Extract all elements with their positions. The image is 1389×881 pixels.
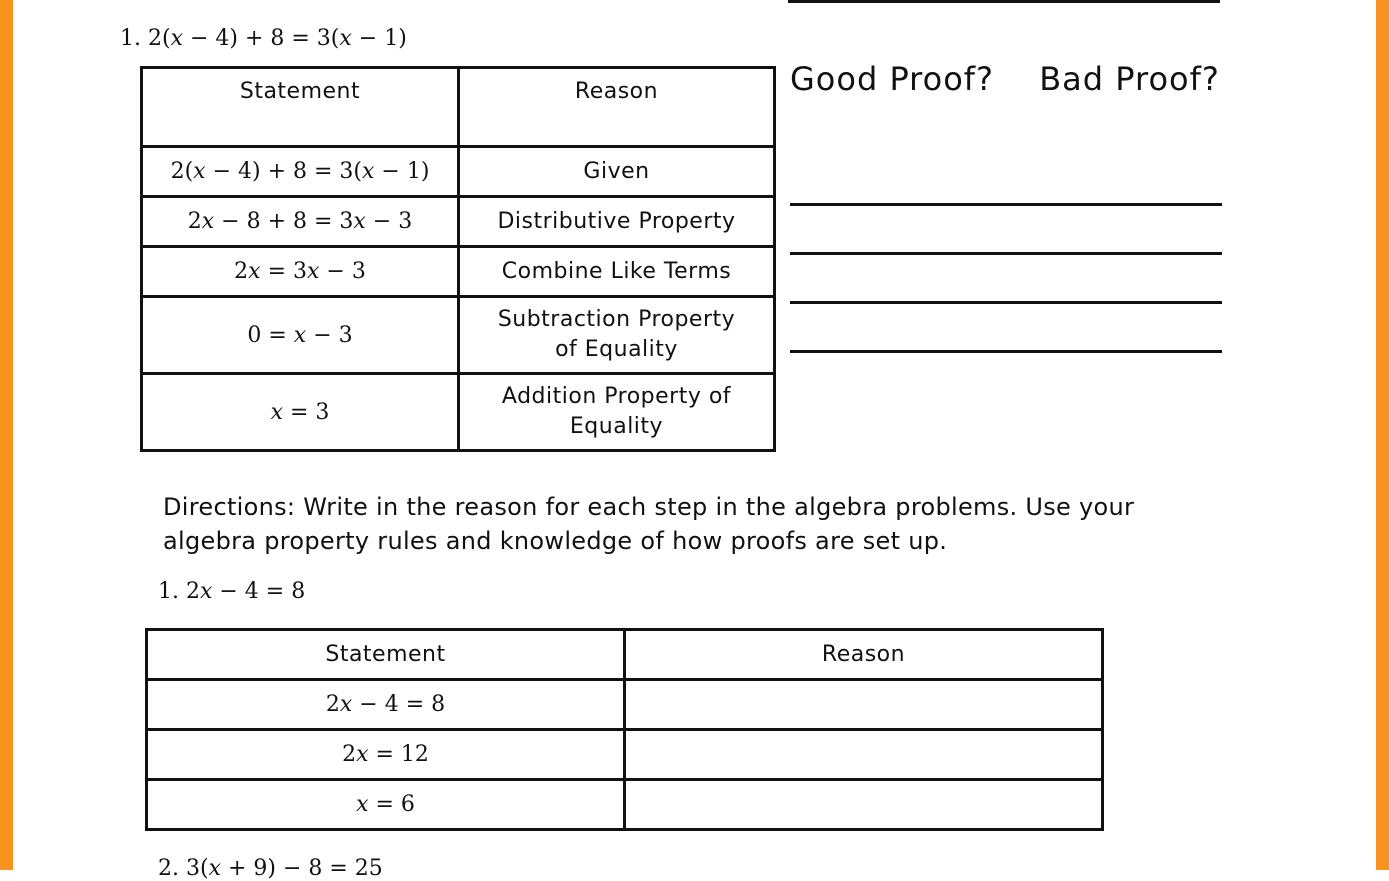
- answer-line[interactable]: [790, 252, 1222, 255]
- directions-line: Directions: Write in the reason for each step in the algebra problems. Use your: [163, 493, 1135, 521]
- table-row: [142, 197, 775, 247]
- statement-cell: 2(𝑥 − 4) + 8 = 3(𝑥 − 1): [142, 147, 459, 197]
- reason-cell: [459, 374, 775, 451]
- proof-table-problem-1: [140, 66, 776, 452]
- table-row: [142, 147, 775, 197]
- table-row: [147, 680, 1103, 730]
- answer-line[interactable]: [790, 301, 1222, 304]
- header-reason: Reason: [459, 68, 775, 147]
- statement-cell: 0 = 𝑥 − 3: [142, 297, 459, 374]
- reason-line: Subtraction Property: [497, 307, 736, 332]
- bad-proof-label: Bad Proof?: [1039, 60, 1220, 98]
- reason-line: of Equality: [555, 337, 678, 362]
- table-header-row: [147, 630, 1103, 680]
- reason-line: Equality: [569, 414, 664, 439]
- proof-table-exercise-1: [145, 628, 1104, 831]
- statement-cell: 𝑥 = 3: [142, 374, 459, 451]
- problem-1-exercise-label: 1. 2𝑥 − 4 = 8: [158, 579, 306, 604]
- header-statement: Statement: [142, 68, 459, 147]
- table-row: [147, 780, 1103, 830]
- reason-cell: Distributive Property: [459, 197, 775, 247]
- table-row: [147, 730, 1103, 780]
- header-statement: Statement: [147, 630, 625, 680]
- table-row: [142, 247, 775, 297]
- reason-cell: [459, 297, 775, 374]
- answer-line[interactable]: [790, 203, 1222, 206]
- table-row: [142, 374, 775, 451]
- header-reason: Reason: [625, 630, 1103, 680]
- reason-input-cell[interactable]: [625, 680, 1103, 730]
- statement-cell: 2𝑥 = 12: [147, 730, 625, 780]
- statement-cell: 𝑥 = 6: [147, 780, 625, 830]
- statement-cell: 2𝑥 = 3𝑥 − 3: [142, 247, 459, 297]
- problem-1-label: 1. 2(𝑥 − 4) + 8 = 3(𝑥 − 1): [120, 26, 407, 51]
- statement-cell: 2𝑥 − 4 = 8: [147, 680, 625, 730]
- reason-input-cell[interactable]: [625, 730, 1103, 780]
- reason-input-cell[interactable]: [625, 780, 1103, 830]
- statement-cell: 2𝑥 − 8 + 8 = 3𝑥 − 3: [142, 197, 459, 247]
- reason-cell: Given: [459, 147, 775, 197]
- reason-cell: Combine Like Terms: [459, 247, 775, 297]
- problem-2-label: 2. 3(𝑥 + 9) − 8 = 25: [158, 856, 383, 881]
- directions-text: [163, 490, 1263, 558]
- answer-line[interactable]: [790, 350, 1222, 353]
- directions-line: algebra property rules and knowledge of how proofs are set up.: [163, 527, 948, 555]
- page-border-left: [0, 0, 13, 870]
- good-proof-label: Good Proof?: [790, 60, 995, 98]
- table-row: [142, 297, 775, 374]
- proof-evaluation-prompt: [790, 60, 1254, 98]
- answer-line-top: [788, 0, 1220, 3]
- page-border-right: [1376, 0, 1389, 870]
- table-header-row: [142, 68, 775, 147]
- reason-line: Addition Property of: [501, 384, 732, 409]
